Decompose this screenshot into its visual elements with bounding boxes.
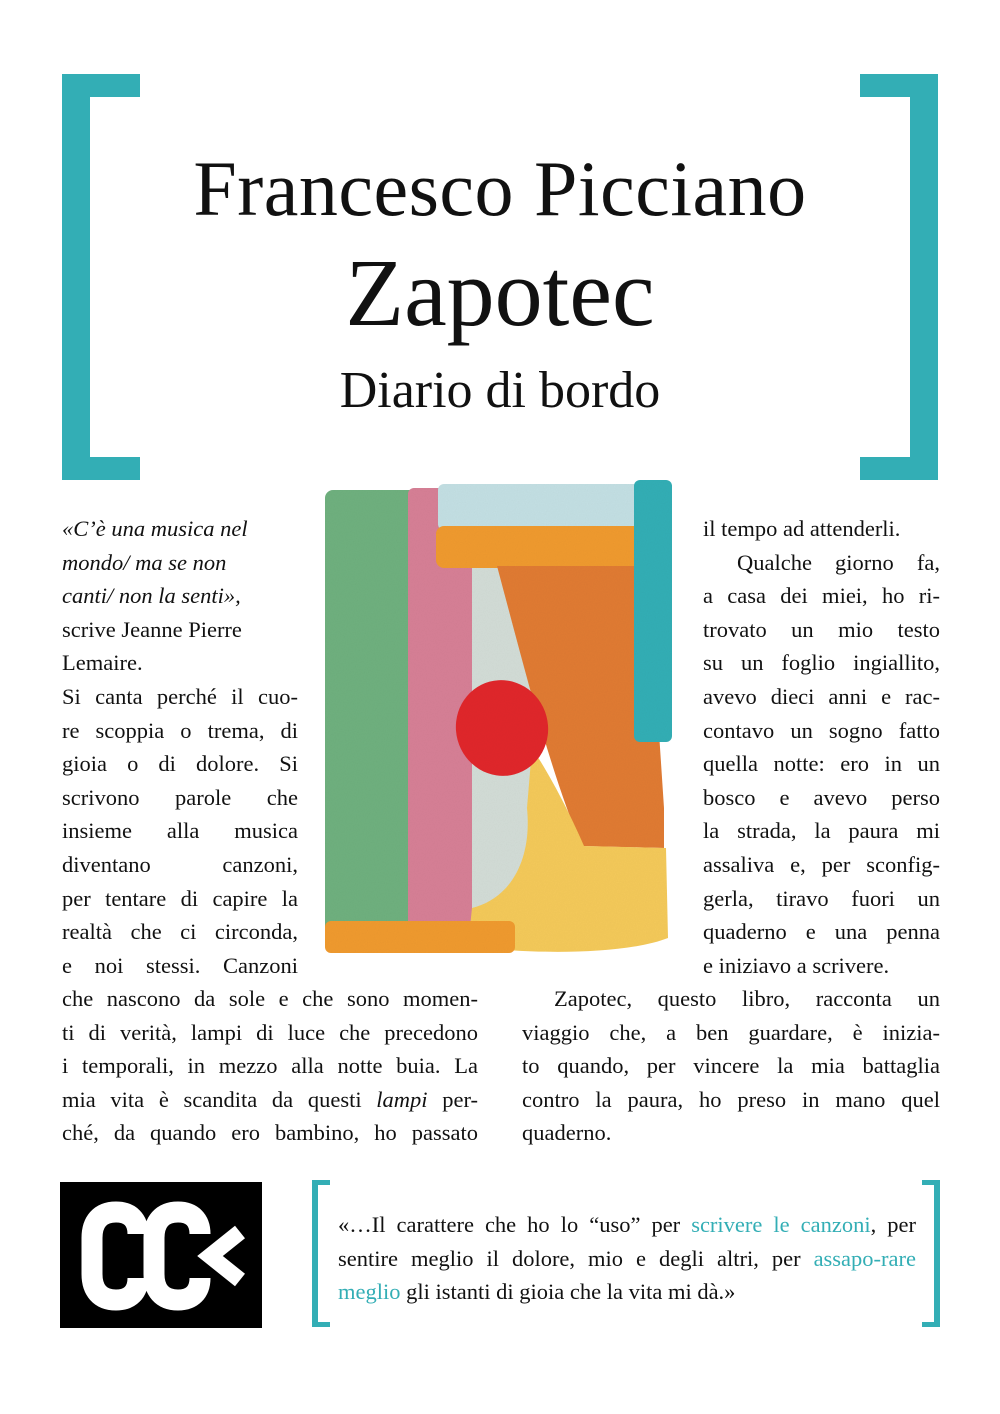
orange-bar	[436, 526, 646, 568]
blurb-line-part: mia vita è scandita da questi	[62, 1086, 377, 1112]
logo-chevron	[210, 1232, 240, 1280]
author-quote	[338, 1208, 916, 1309]
bottom-orange-bar	[325, 921, 515, 953]
blurb-left-full-column	[62, 982, 478, 1150]
blurb-line: scrive Jeanne Pierre	[62, 616, 242, 642]
quote-text: gli istanti di gioia che la vita mi dà.»	[400, 1279, 736, 1304]
blurb-line: Si canta perché il cuo-	[62, 683, 298, 709]
blurb-line: ti di verità, lampi di luce che precedono	[62, 1019, 478, 1045]
blurb-line: Zapotec, questo libro, racconta un	[554, 986, 940, 1011]
book-subtitle: Diario di bordo	[339, 362, 661, 419]
blurb-line: quella notte: ero in un	[703, 751, 940, 777]
author-name: Francesco Picciano	[193, 145, 807, 232]
quote-highlight: scrivere le canzoni	[691, 1212, 871, 1237]
blurb-line: che nascono da sole e che sono momen-	[62, 986, 478, 1011]
blurb-line: e noi stessi. Canzoni	[62, 952, 298, 978]
blurb-line: assaliva e, per sconfig-	[703, 851, 940, 877]
blurb-line: realtà che ci circonda,	[62, 919, 298, 945]
blurb-line: viaggio che, a ben guardare, è inizia-	[522, 1019, 940, 1045]
blurb-line: gerla, tiravo fuori un	[703, 885, 940, 911]
blurb-line: trovato un mio testo	[703, 616, 940, 642]
quote-line-3-text: canti/ non la senti»,	[62, 583, 241, 609]
book-title: Zapotec	[345, 239, 655, 346]
blurb-line: per tentare di capire la	[62, 885, 298, 911]
blurb-line-part: per-	[427, 1086, 478, 1112]
blurb-line: scrivono parole che	[62, 784, 298, 810]
green-block	[325, 490, 417, 952]
quote-left-bracket	[312, 1180, 330, 1327]
quote-right-bracket	[922, 1180, 940, 1327]
blurb-line: il tempo ad attenderli.	[703, 516, 901, 541]
quote-line-1: «C’è una musica nel	[62, 516, 248, 541]
blurb-line: su un foglio ingiallito,	[703, 650, 940, 676]
blurb-line: quaderno.	[522, 1120, 612, 1146]
publisher-logo-mark	[60, 1182, 262, 1328]
blurb-line: diventano canzoni,	[62, 851, 298, 877]
blurb-line: e iniziavo a scrivere.	[703, 952, 890, 978]
blurb-left-column	[62, 512, 298, 982]
blurb-line: to quando, per vincere la mia battaglia	[522, 1053, 940, 1079]
quote-line-3	[62, 579, 298, 613]
blurb-italic-word: lampi	[376, 1086, 428, 1112]
blurb-line: ché, da quando ero bambino, ho passato	[62, 1120, 478, 1146]
blurb-line: a casa dei miei, ho ri-	[703, 583, 940, 609]
quote-line-2: mondo/ ma se non	[62, 549, 227, 575]
blurb-line: bosco e avevo perso	[703, 784, 940, 810]
cover-artwork	[322, 478, 674, 958]
logo-c1	[92, 1212, 138, 1300]
light-blue-block	[438, 484, 648, 530]
quote-text: «…Il carattere che ho lo “uso” per	[338, 1212, 692, 1237]
quote-highlight: assapo-rare meglio	[338, 1245, 916, 1304]
blurb-line: re scoppia o trema, di	[62, 717, 298, 743]
blurb-line: contavo un sogno fatto	[703, 717, 940, 743]
blurb-line: Qualche giorno fa,	[737, 549, 940, 575]
blurb-line: i temporali, in mezzo alla notte buia. La	[62, 1053, 478, 1079]
blurb-line: Lemaire.	[62, 650, 143, 676]
blurb-line: quaderno e una penna	[703, 919, 940, 945]
blurb-line: gioia o di dolore. Si	[62, 751, 298, 777]
blurb-line: la strada, la paura mi	[703, 818, 940, 844]
blurb-line: contro la paura, ho preso in mano quel	[522, 1086, 940, 1112]
blurb-line: insieme alla musica	[62, 818, 298, 844]
logo-c2	[154, 1212, 200, 1300]
quote-text: , per sentire meglio il dolore, mio e degli altri, per	[338, 1212, 916, 1271]
blurb-right-full-column	[522, 982, 940, 1150]
blurb-right-column	[703, 512, 940, 982]
blurb-line	[62, 1083, 478, 1117]
publisher-logo	[60, 1182, 262, 1328]
teal-block	[634, 480, 672, 742]
blurb-line: avevo dieci anni e rac-	[703, 683, 940, 709]
